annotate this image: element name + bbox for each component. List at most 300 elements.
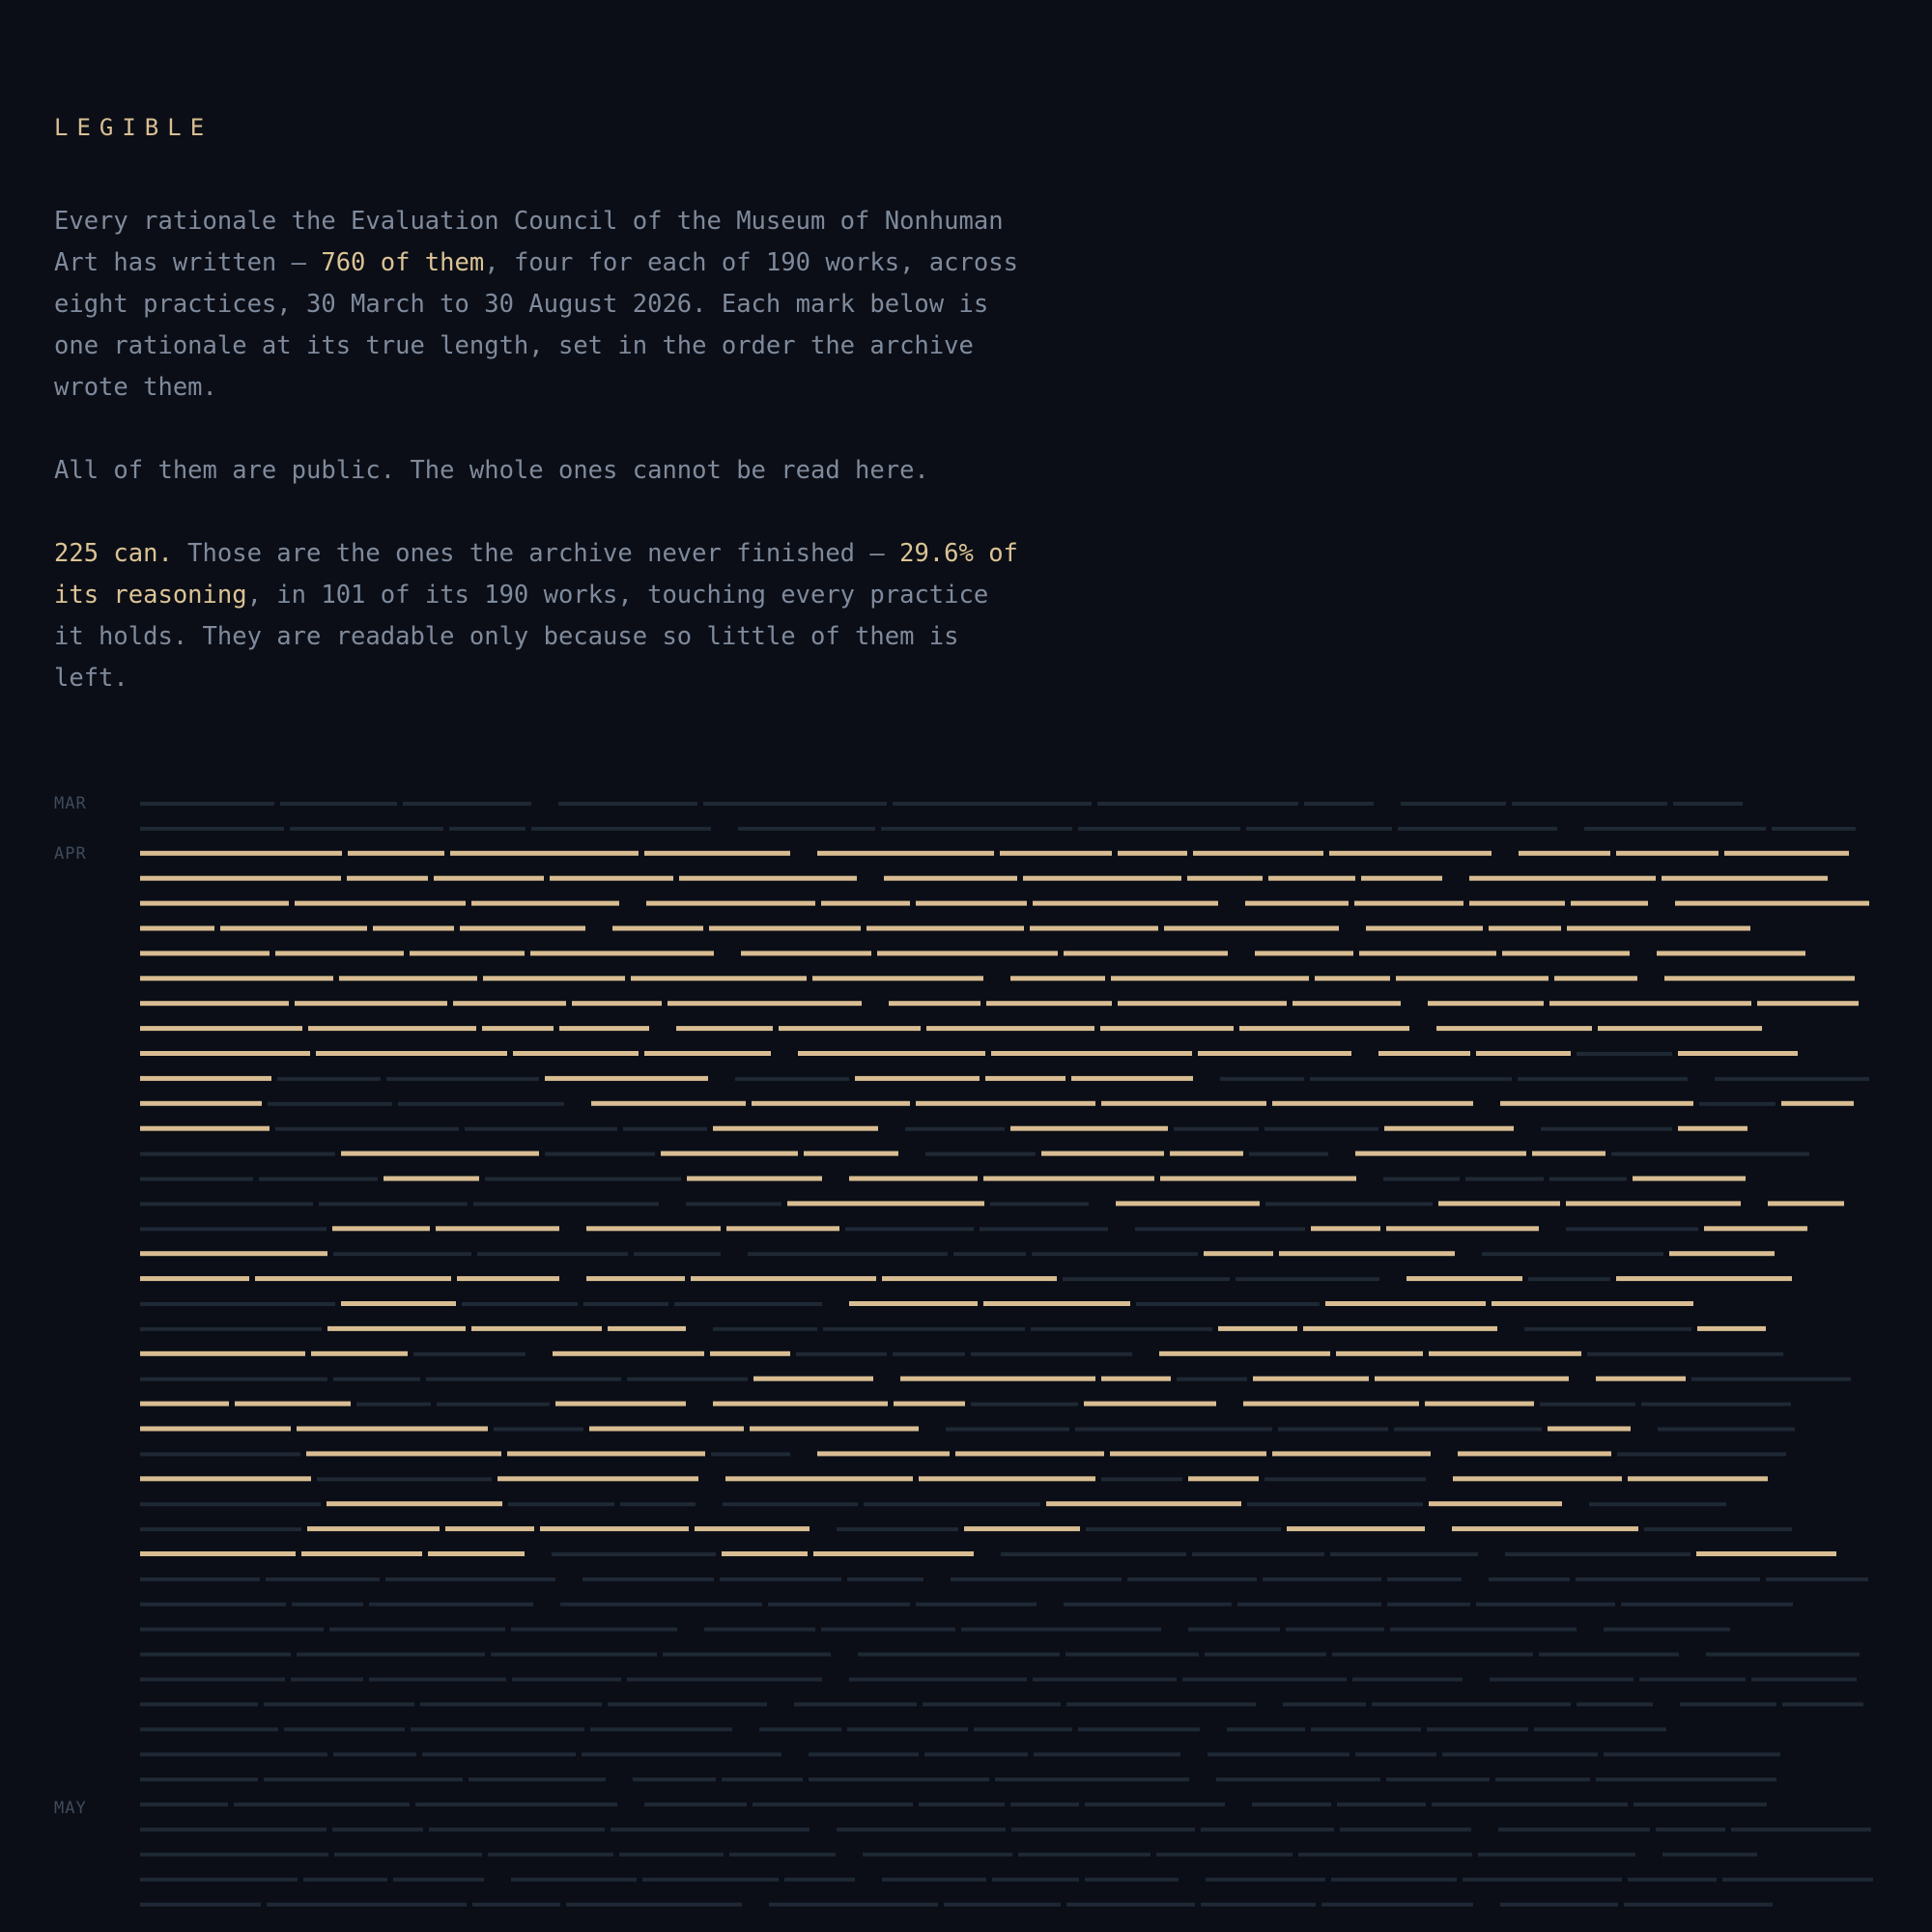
rationale-mark-readable bbox=[985, 1076, 1065, 1081]
rationale-mark bbox=[845, 1227, 974, 1231]
rationale-mark bbox=[1390, 1628, 1577, 1632]
rationale-mark bbox=[385, 1577, 555, 1581]
rationale-mark-readable bbox=[327, 1501, 502, 1506]
rationale-mark bbox=[426, 1378, 621, 1381]
rationale-mark bbox=[1330, 1552, 1478, 1556]
rationale-mark bbox=[1216, 1777, 1380, 1781]
rationale-mark-readable bbox=[722, 1551, 808, 1556]
rationale-mark bbox=[748, 1252, 948, 1256]
rationale-mark bbox=[420, 1702, 602, 1706]
rationale-mark-readable bbox=[1272, 1451, 1431, 1456]
rationale-mark-readable bbox=[1100, 1026, 1234, 1031]
rationale-mark-readable bbox=[1596, 1377, 1686, 1381]
rationale-mark-readable bbox=[608, 1326, 686, 1331]
rationale-mark-readable bbox=[1500, 1101, 1693, 1106]
rationale-mark-readable bbox=[1287, 1526, 1425, 1531]
rationale-mark bbox=[1174, 1127, 1259, 1131]
rationale-mark-readable bbox=[586, 1226, 721, 1231]
rationale-mark bbox=[1463, 1878, 1622, 1882]
rationale-mark-readable bbox=[926, 1026, 1094, 1031]
rationale-mark bbox=[1624, 1903, 1773, 1907]
rationale-mark-readable bbox=[644, 851, 790, 856]
rationale-mark-readable bbox=[726, 1226, 839, 1231]
rationale-mark bbox=[259, 1178, 378, 1181]
rationale-mark bbox=[1078, 1727, 1200, 1731]
rationale-mark-readable bbox=[752, 1101, 910, 1106]
rationale-mark-readable bbox=[1311, 1226, 1380, 1231]
rationale-mark bbox=[317, 1477, 492, 1481]
rationale-mark bbox=[415, 1803, 617, 1806]
rationale-mark-readable bbox=[308, 1026, 476, 1031]
rationale-mark bbox=[329, 1628, 505, 1632]
rationale-mark bbox=[729, 1853, 836, 1857]
rationale-mark bbox=[140, 1803, 228, 1806]
rationale-mark-readable bbox=[1118, 851, 1187, 856]
rationale-mark bbox=[1505, 1552, 1690, 1556]
rationale-mark-readable bbox=[1268, 876, 1355, 881]
rationale-mark bbox=[1011, 1828, 1195, 1832]
rationale-mark-readable bbox=[1354, 901, 1463, 906]
rationale-mark bbox=[925, 1152, 1036, 1156]
rationale-mark-readable bbox=[916, 1101, 1095, 1106]
rationale-mark bbox=[264, 1777, 463, 1781]
rationale-mark bbox=[1604, 1752, 1780, 1756]
rationale-mark-readable bbox=[1315, 976, 1390, 980]
rationale-mark-readable bbox=[1361, 876, 1442, 881]
rationale-mark bbox=[1577, 1702, 1653, 1706]
rationale-mark bbox=[560, 1603, 762, 1606]
rationale-mark bbox=[1337, 1803, 1426, 1806]
rationale-mark-readable bbox=[817, 1451, 950, 1456]
rationale-mark-readable bbox=[347, 876, 428, 881]
rationale-mark bbox=[1772, 827, 1856, 831]
rationale-mark bbox=[1611, 1152, 1809, 1156]
rationale-mark bbox=[1264, 1127, 1378, 1131]
rationale-mark bbox=[140, 1502, 321, 1506]
rationale-mark bbox=[735, 1077, 849, 1081]
rationale-mark bbox=[992, 1878, 1079, 1882]
rationale-mark bbox=[1715, 1077, 1869, 1081]
month-label-mar: MAR bbox=[54, 794, 87, 813]
rationale-mark bbox=[1205, 1653, 1326, 1657]
rationale-mark bbox=[552, 1552, 716, 1556]
rationale-mark-readable bbox=[1452, 1526, 1638, 1531]
rationale-mark bbox=[1085, 1878, 1179, 1882]
rationale-mark-readable bbox=[1502, 951, 1630, 955]
rationale-mark bbox=[1018, 1853, 1151, 1857]
rationale-mark bbox=[140, 1752, 327, 1756]
rationale-mark bbox=[704, 1628, 815, 1632]
rationale-mark bbox=[971, 1352, 1132, 1356]
rationale-mark bbox=[1247, 1502, 1423, 1506]
rationale-mark bbox=[413, 1352, 526, 1356]
rationale-mark-readable bbox=[1633, 1177, 1746, 1181]
rationale-mark bbox=[1032, 1252, 1198, 1256]
rationale-mark-readable bbox=[877, 951, 1058, 955]
rationale-mark bbox=[1634, 1803, 1767, 1806]
rationale-mark-readable bbox=[753, 1377, 873, 1381]
rationale-mark bbox=[531, 827, 711, 831]
rationale-mark-readable bbox=[1406, 1276, 1522, 1281]
rationale-mark-readable bbox=[991, 1051, 1192, 1056]
rationale-mark bbox=[140, 1577, 260, 1581]
rationale-mark bbox=[140, 1628, 324, 1632]
rationale-mark bbox=[1628, 1878, 1717, 1882]
rationale-mark-readable bbox=[1436, 1026, 1592, 1031]
rationale-mark bbox=[267, 1903, 467, 1907]
rationale-mark-readable bbox=[1187, 876, 1263, 881]
rationale-mark-readable bbox=[140, 951, 270, 955]
rationale-mark-readable bbox=[140, 1026, 302, 1031]
rationale-mark bbox=[974, 1727, 1072, 1731]
rationale-mark bbox=[558, 802, 697, 806]
rationale-mark-readable bbox=[1724, 851, 1849, 856]
rationale-mark-readable bbox=[301, 1551, 422, 1556]
rationale-mark bbox=[823, 1327, 1025, 1331]
rationale-mark-readable bbox=[428, 1551, 525, 1556]
rationale-mark-readable bbox=[140, 1001, 289, 1006]
rationale-mark-readable bbox=[1245, 901, 1349, 906]
rationale-mark bbox=[1066, 1903, 1195, 1907]
rationale-mark-readable bbox=[849, 1301, 978, 1306]
month-label-may: MAY bbox=[54, 1799, 87, 1818]
rationale-mark bbox=[1188, 1628, 1280, 1632]
rationale-mark bbox=[437, 1403, 550, 1406]
rationale-mark-readable bbox=[1010, 976, 1105, 980]
rationale-mark bbox=[1311, 1727, 1421, 1731]
rationale-mark-readable bbox=[140, 1276, 249, 1281]
rationale-mark bbox=[1680, 1702, 1776, 1706]
rationale-mark-readable bbox=[1664, 976, 1855, 980]
rationale-mark-readable bbox=[1532, 1151, 1605, 1156]
rationale-mark bbox=[722, 1777, 803, 1781]
rationale-mark-readable bbox=[668, 1001, 862, 1006]
rationale-mark bbox=[674, 1302, 822, 1306]
rationale-mark-readable bbox=[889, 1001, 980, 1006]
rationale-mark bbox=[1662, 1853, 1757, 1857]
rationale-mark bbox=[809, 1752, 919, 1756]
rationale-mark-readable bbox=[140, 926, 214, 931]
rationale-mark bbox=[809, 1777, 989, 1781]
rationale-mark-readable bbox=[1616, 851, 1719, 856]
rationale-mark-readable bbox=[235, 1402, 351, 1406]
rationale-mark-readable bbox=[676, 1026, 773, 1031]
rationale-mark-readable bbox=[1359, 951, 1496, 955]
rationale-mark bbox=[1066, 1702, 1256, 1706]
rationale-mark bbox=[512, 1678, 621, 1682]
rationale-mark bbox=[411, 1727, 584, 1731]
rationale-mark-readable bbox=[894, 1402, 965, 1406]
rationale-mark bbox=[953, 1252, 1026, 1256]
rationale-mark-readable bbox=[545, 1076, 708, 1081]
rationale-mark bbox=[140, 1678, 285, 1682]
rationale-mark bbox=[140, 1378, 327, 1381]
rationale-mark-readable bbox=[1678, 1126, 1747, 1131]
rationale-mark-readable bbox=[1033, 901, 1218, 906]
rationale-mark-readable bbox=[1696, 1551, 1836, 1556]
rationale-mark bbox=[1156, 1853, 1293, 1857]
rationale-mark-readable bbox=[1566, 1201, 1741, 1206]
rationale-mark-readable bbox=[140, 876, 341, 881]
rationale-mark bbox=[1691, 1378, 1851, 1381]
rationale-mark-readable bbox=[1378, 1051, 1470, 1056]
rationale-mark-readable bbox=[471, 901, 619, 906]
rationale-mark bbox=[1208, 1752, 1350, 1756]
rationale-mark-readable bbox=[572, 1001, 662, 1006]
rationale-mark-readable bbox=[553, 1351, 704, 1356]
rationale-mark-readable bbox=[297, 1427, 488, 1432]
rationale-mark-readable bbox=[695, 1526, 810, 1531]
rationale-mark bbox=[768, 1603, 910, 1606]
rationale-mark-readable bbox=[713, 1126, 878, 1131]
rationale-mark bbox=[919, 1803, 1005, 1806]
rationale-mark bbox=[905, 1127, 1005, 1131]
rationale-mark bbox=[713, 1327, 817, 1331]
rationale-mark bbox=[1540, 1403, 1635, 1406]
rationale-mark-readable bbox=[817, 851, 994, 856]
rationale-mark-readable bbox=[1657, 951, 1805, 955]
rationale-mark bbox=[1584, 827, 1766, 831]
rationale-mark bbox=[268, 1102, 392, 1106]
rationale-mark bbox=[140, 1853, 328, 1857]
rationale-mark bbox=[1101, 1477, 1182, 1481]
rationale-mark-readable bbox=[311, 1351, 408, 1356]
rationale-mark bbox=[140, 1777, 258, 1781]
rationale-mark-readable bbox=[1198, 1051, 1351, 1056]
rationale-mark bbox=[1001, 1552, 1186, 1556]
rationale-mark-readable bbox=[140, 1051, 310, 1056]
rationale-mark-readable bbox=[1571, 901, 1648, 906]
rationale-mark bbox=[1518, 1077, 1688, 1081]
rationale-mark bbox=[590, 1727, 732, 1731]
rationale-mark bbox=[1097, 802, 1298, 806]
rationale-mark-readable bbox=[1170, 1151, 1243, 1156]
rationale-mark bbox=[469, 1777, 606, 1781]
rationale-mark-readable bbox=[513, 1051, 639, 1056]
rationale-mark-readable bbox=[1476, 1051, 1571, 1056]
rationale-mark bbox=[821, 1628, 955, 1632]
rationale-mark bbox=[1524, 1327, 1691, 1331]
rationale-mark-readable bbox=[1757, 1001, 1859, 1006]
rationale-mark bbox=[723, 1502, 858, 1506]
rationale-mark bbox=[633, 1777, 716, 1781]
rationale-mark bbox=[303, 1878, 387, 1882]
rationale-mark bbox=[1641, 1403, 1791, 1406]
rationale-mark bbox=[642, 1878, 779, 1882]
rationale-mark bbox=[1085, 1803, 1225, 1806]
rationale-mark bbox=[738, 827, 875, 831]
rationale-mark-readable bbox=[1010, 1126, 1168, 1131]
rationale-mark bbox=[893, 1352, 965, 1356]
rationale-mark bbox=[1427, 1727, 1528, 1731]
rationale-mark-readable bbox=[555, 1402, 686, 1406]
rationale-mark bbox=[769, 1903, 938, 1907]
rationale-mark-readable bbox=[434, 876, 544, 881]
rationale-mark-readable bbox=[1118, 1001, 1287, 1006]
rationale-mark bbox=[140, 1727, 278, 1731]
rationale-mark bbox=[1699, 1102, 1776, 1106]
rationale-mark bbox=[946, 1428, 1069, 1432]
rationale-mark bbox=[608, 1702, 767, 1706]
rationale-mark bbox=[140, 1152, 335, 1156]
rationale-mark-readable bbox=[1218, 1326, 1297, 1331]
rationale-mark-readable bbox=[1469, 901, 1565, 906]
rationale-mark bbox=[1386, 1777, 1490, 1781]
rationale-mark bbox=[1766, 1577, 1868, 1581]
rationale-mark bbox=[1237, 1603, 1381, 1606]
rationale-mark bbox=[485, 1178, 681, 1181]
rationale-mark bbox=[1263, 1577, 1381, 1581]
rationale-mark bbox=[472, 1903, 560, 1907]
rationale-mark bbox=[944, 1903, 1061, 1907]
rationale-mark bbox=[1031, 1327, 1212, 1331]
rationale-mark-readable bbox=[1469, 876, 1656, 881]
rationale-mark bbox=[858, 1653, 1060, 1657]
rationale-mark-readable bbox=[1429, 1351, 1581, 1356]
rationale-mark bbox=[140, 1227, 327, 1231]
rationale-mark bbox=[488, 1853, 613, 1857]
rationale-mark-readable bbox=[507, 1451, 705, 1456]
rationale-mark bbox=[1220, 1077, 1304, 1081]
rationale-mark bbox=[1731, 1828, 1871, 1832]
rationale-mark bbox=[1227, 1727, 1305, 1731]
rationale-mark bbox=[1577, 1052, 1672, 1056]
rationale-mark-readable bbox=[1000, 851, 1112, 856]
rationale-mark-readable bbox=[339, 976, 477, 980]
readable-count-highlight: 225 can. bbox=[54, 539, 173, 568]
rationale-mark bbox=[140, 1302, 335, 1306]
rationale-mark-readable bbox=[220, 926, 367, 931]
rationale-mark bbox=[369, 1603, 533, 1606]
percentage-highlight: 29.6% of its reasoning bbox=[54, 539, 1018, 610]
rationale-mark bbox=[494, 1428, 583, 1432]
rationale-mark-readable bbox=[955, 1451, 1104, 1456]
rationale-mark-readable bbox=[1697, 1326, 1766, 1331]
rationale-mark-readable bbox=[327, 1326, 466, 1331]
rationale-mark bbox=[511, 1628, 677, 1632]
rationale-mark-readable bbox=[1071, 1076, 1193, 1081]
rationale-mark-readable bbox=[1030, 926, 1158, 931]
rationale-mark bbox=[140, 1178, 253, 1181]
rationale-mark-readable bbox=[687, 1177, 822, 1181]
rationale-mark-readable bbox=[1428, 1001, 1544, 1006]
rationale-mark bbox=[140, 1527, 301, 1531]
rationale-mark-readable bbox=[919, 1476, 1095, 1481]
rationale-mark bbox=[1355, 1752, 1436, 1756]
rationale-mark bbox=[140, 1452, 300, 1456]
rationale-mark-readable bbox=[1704, 1226, 1807, 1231]
rationale-mark bbox=[1136, 1302, 1320, 1306]
rationale-mark bbox=[545, 1152, 655, 1156]
rationale-mark-readable bbox=[1678, 1051, 1798, 1056]
rationale-mark bbox=[140, 1603, 286, 1606]
rationale-mark-readable bbox=[1325, 1301, 1486, 1306]
rationale-mark bbox=[951, 1577, 1122, 1581]
rationale-mark bbox=[319, 1202, 468, 1206]
count-highlight: 760 of them bbox=[321, 248, 485, 277]
rationale-mark-readable bbox=[900, 1377, 1095, 1381]
rationale-mark bbox=[266, 1577, 380, 1581]
rationale-mark bbox=[140, 827, 284, 831]
rationale-mark bbox=[1500, 1903, 1618, 1907]
rationale-mark-readable bbox=[983, 1301, 1130, 1306]
rationale-mark-readable bbox=[1101, 1101, 1266, 1106]
rationale-mark-readable bbox=[332, 1226, 430, 1231]
rationale-mark bbox=[961, 1628, 1161, 1632]
rationale-mark bbox=[1495, 1777, 1590, 1781]
rationale-mark-readable bbox=[1111, 976, 1309, 980]
rationale-mark bbox=[1549, 1178, 1627, 1181]
rationale-mark-readable bbox=[540, 1526, 689, 1531]
rationale-mark-readable bbox=[1438, 1201, 1560, 1206]
rationale-mark bbox=[1340, 1828, 1471, 1832]
rationale-mark-readable bbox=[1489, 926, 1561, 931]
rationale-mark bbox=[1482, 1252, 1663, 1256]
rationale-mark-readable bbox=[482, 1026, 554, 1031]
rationale-mark-readable bbox=[710, 1351, 790, 1356]
rationale-mark-readable bbox=[1064, 951, 1228, 955]
rationale-mark bbox=[1566, 1227, 1698, 1231]
rationale-mark bbox=[386, 1077, 539, 1081]
rationale-mark-readable bbox=[140, 1427, 291, 1432]
rationale-mark bbox=[611, 1828, 810, 1832]
rationale-mark-readable bbox=[140, 976, 333, 980]
intro-paragraph-1: Every rationale the Evaluation Council of the Museum of Nonhuman Art has written — 760 of them, four for each of 190 works, across eight practices, 30 March to 30 August 2026. Each mark below is one rationale at its true length, set in the order the archive wrote them. bbox=[54, 207, 1018, 402]
rationale-mark-readable bbox=[1548, 1427, 1631, 1432]
rationale-mark-readable bbox=[1253, 1377, 1369, 1381]
rationale-mark-readable bbox=[646, 901, 815, 906]
rationale-mark-readable bbox=[1272, 1101, 1473, 1106]
rationale-mark bbox=[847, 1577, 923, 1581]
rationale-mark bbox=[703, 802, 887, 806]
rationale-mark bbox=[863, 1853, 1012, 1857]
rationale-mark bbox=[980, 1227, 1108, 1231]
rationale-mark-readable bbox=[1396, 976, 1548, 980]
rationale-mark-readable bbox=[884, 876, 1017, 881]
rationale-mark bbox=[449, 827, 526, 831]
rationale-mark-readable bbox=[916, 901, 1027, 906]
rationale-mark bbox=[356, 1403, 431, 1406]
rationale-mark bbox=[1352, 1678, 1463, 1682]
rationale-mark bbox=[1010, 1803, 1079, 1806]
rationale-mark-readable bbox=[373, 926, 454, 931]
rationale-mark-readable bbox=[140, 1126, 270, 1131]
rationale-mark-readable bbox=[445, 1526, 534, 1531]
rationale-mark bbox=[1589, 1502, 1726, 1506]
rationale-mark-readable bbox=[140, 1551, 296, 1556]
rationale-mark bbox=[1177, 1378, 1247, 1381]
rationale-mark-readable bbox=[140, 1076, 271, 1081]
rationale-mark-readable bbox=[307, 1526, 440, 1531]
rationale-mark-readable bbox=[140, 851, 342, 856]
rationale-mark bbox=[753, 1803, 913, 1806]
rationale-mark-readable bbox=[849, 1177, 978, 1181]
rationale-mark-readable bbox=[140, 1476, 311, 1481]
rationale-mark-readable bbox=[821, 901, 910, 906]
rationale-mark-readable bbox=[750, 1427, 919, 1432]
rationale-mark-readable bbox=[1116, 1201, 1260, 1206]
intro-paragraph-3: 225 can. Those are the ones the archive never finished — 29.6% of its reasoning, in 101 of its 190 works, touching every practice it holds. They are readable only because so little of them is left. bbox=[54, 539, 1018, 693]
rationale-mark bbox=[1201, 1828, 1334, 1832]
rationale-mark-readable bbox=[1768, 1201, 1844, 1206]
rationale-mark bbox=[369, 1678, 506, 1682]
intro-paragraph-2: All of them are public. The whole ones cannot be read here. bbox=[54, 456, 929, 485]
rationale-mark bbox=[582, 1577, 714, 1581]
rationale-mark-readable bbox=[691, 1276, 876, 1281]
rationale-mark-readable bbox=[1279, 1251, 1455, 1256]
intro-text bbox=[54, 201, 1020, 741]
rationale-mark-readable bbox=[341, 1301, 456, 1306]
